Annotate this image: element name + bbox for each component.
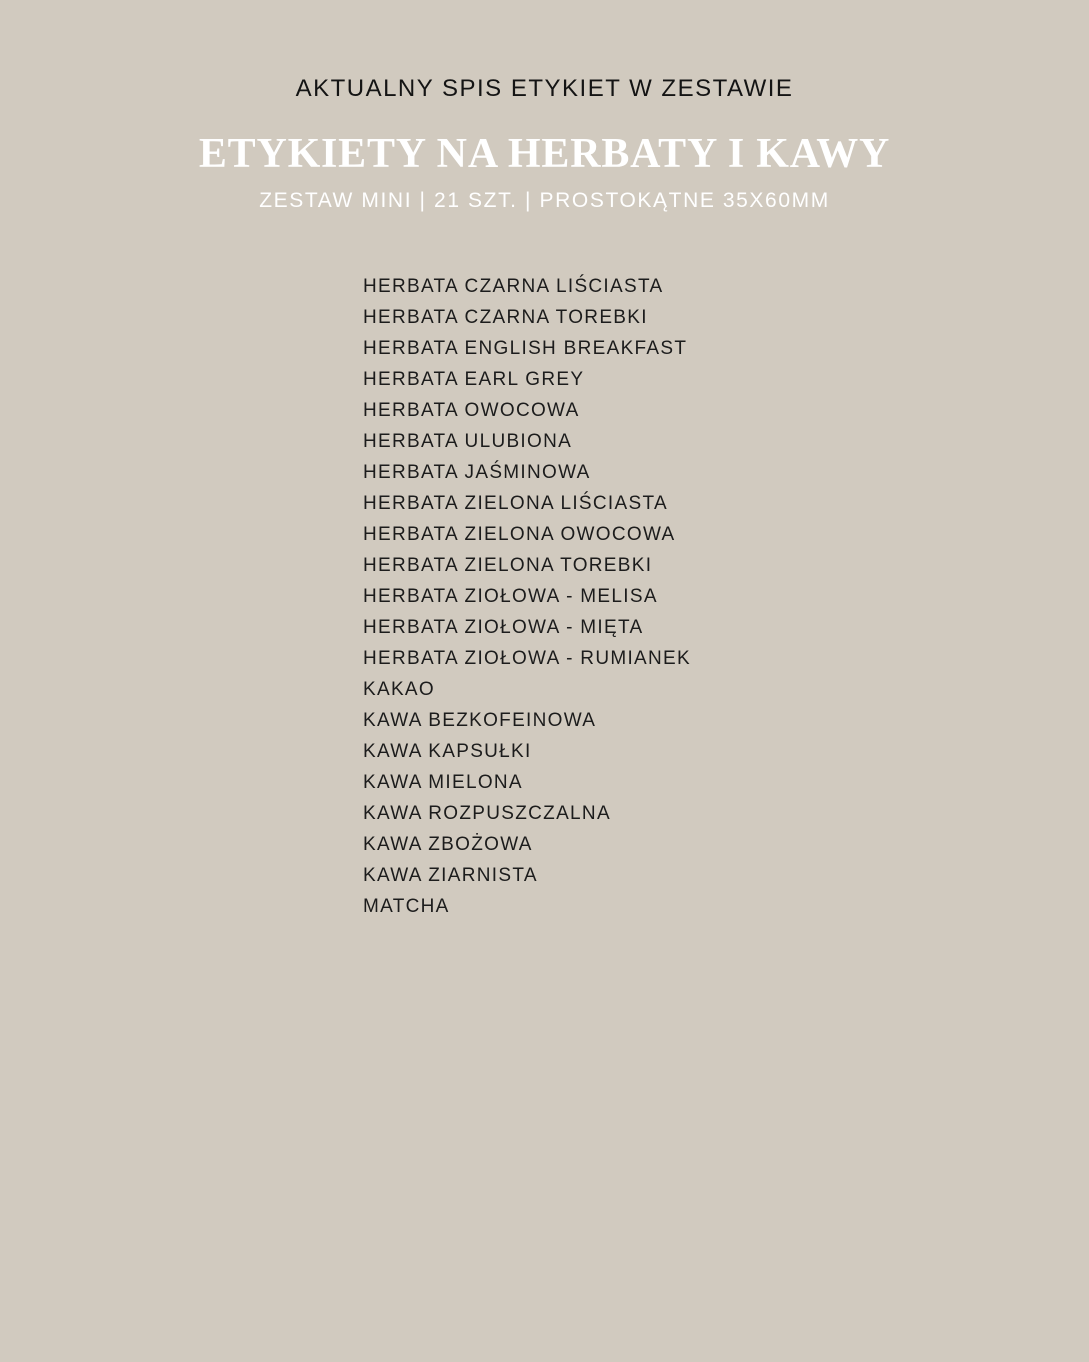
list-item: HERBATA ZIELONA TOREBKI [363,555,653,576]
list-item: HERBATA ZIOŁOWA - MELISA [363,586,658,607]
page-title: ETYKIETY NA HERBATY I KAWY [198,131,891,177]
list-item: KAWA BEZKOFEINOWA [363,710,597,731]
list-item: HERBATA CZARNA LIŚCIASTA [363,276,664,297]
page-kicker: AKTUALNY SPIS ETYKIET W ZESTAWIE [295,75,794,102]
list-item: HERBATA JAŚMINOWA [363,462,591,483]
list-item: MATCHA [363,896,450,917]
page-subtitle: ZESTAW MINI | 21 SZT. | PROSTOKĄTNE 35X60MM [259,189,830,212]
list-item: HERBATA OWOCOWA [363,400,580,421]
label-list [363,271,691,922]
list-item: HERBATA ZIOŁOWA - RUMIANEK [363,648,691,669]
list-item: HERBATA ENGLISH BREAKFAST [363,338,688,359]
list-item: HERBATA CZARNA TOREBKI [363,307,648,328]
list-item: KAWA ZIARNISTA [363,865,538,886]
list-item: KAWA ROZPUSZCZALNA [363,803,611,824]
list-item: HERBATA ZIELONA LIŚCIASTA [363,493,668,514]
list-item: HERBATA EARL GREY [363,369,585,390]
list-item: KAWA ZBOŻOWA [363,834,533,855]
list-item: HERBATA ZIELONA OWOCOWA [363,524,676,545]
list-item: HERBATA ZIOŁOWA - MIĘTA [363,617,644,638]
list-item: HERBATA ULUBIONA [363,431,573,452]
list-item: KAKAO [363,679,435,700]
list-item: KAWA KAPSUŁKI [363,741,532,762]
list-item: KAWA MIELONA [363,772,523,793]
